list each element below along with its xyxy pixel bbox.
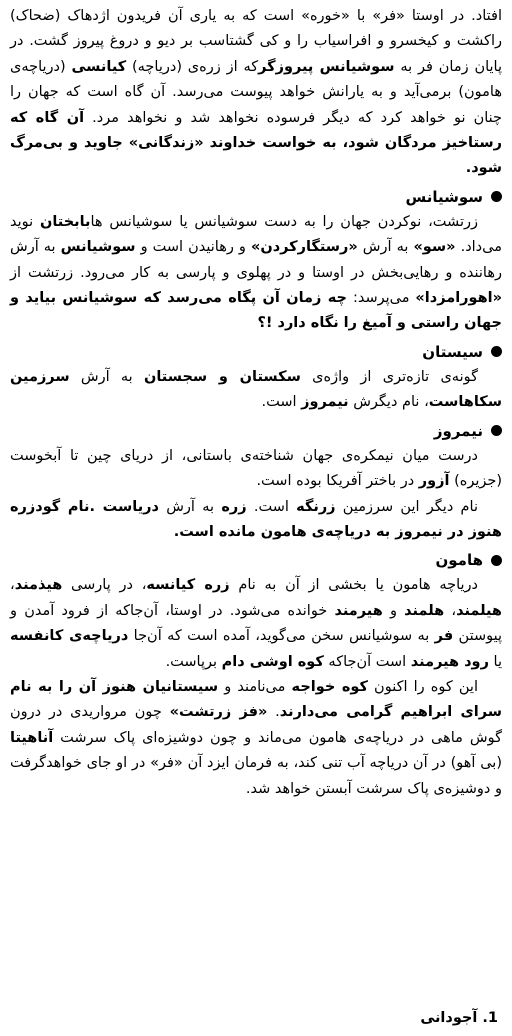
section-paragraph (10, 573, 502, 675)
bullet-icon (491, 191, 502, 202)
bold-run: سرزمین سکاهاست (10, 368, 502, 411)
text-run: به آرش رهاننده و رهایی‌بخش در اوستا و در پهلوی و پارسی به کار می‌رود. زرتشت از (10, 239, 502, 281)
text-run: ، نام دیگرش (348, 394, 429, 411)
text-run: است. (246, 498, 297, 515)
text-run: چون مرواریدی در درون گوش ماهی در دریاچه‌ی هامون می‌ماند و چون دوشیزه‌ای پاک سرشت (10, 704, 502, 746)
text-run: نوید می‌داد. (10, 213, 502, 256)
bold-run: سیستانیان هنوز آن را به نام سرای ابراهیم گرامی می‌دارند (10, 678, 503, 721)
bold-run: «رستگارکردن» (250, 239, 358, 256)
bold-run: سکستان و سجستان (143, 368, 301, 385)
bold-run: «اهورامزدا» (415, 290, 502, 307)
text-run: ، (10, 577, 15, 594)
text-run: یا (488, 653, 502, 670)
section-paragraph (10, 675, 502, 802)
text-run: ، در پارسی (62, 577, 147, 594)
text-run: می‌نامند و (218, 678, 292, 695)
bullet-icon (491, 346, 502, 357)
section-paragraph (10, 210, 502, 337)
section-paragraph (10, 365, 502, 416)
bold-run: بابختان (39, 213, 91, 230)
section-title: سیستان (422, 342, 483, 361)
bullet-icon (491, 425, 502, 436)
section-sistan (10, 339, 502, 416)
bold-run: آناهیتا (10, 729, 54, 746)
bold-run: هلمند (404, 602, 445, 619)
bold-run: چه زمان آن پگاه می‌رسد که سوشیانس بیاید و جهان راستی و آمیغ را نگاه دارد !؟ (10, 290, 502, 332)
section-title: هامون (435, 551, 483, 570)
bold-run: آزور (418, 473, 450, 490)
text-run: خوانده می‌شود. در اوستا، آن‌جاکه از فرود آمدن و پیوستن (10, 602, 503, 645)
bold-run: زره کیانسه (146, 577, 230, 594)
bold-run: رود هیرمند (410, 653, 489, 670)
text-run: در باختر آفریکا بوده است. (256, 473, 419, 490)
section-title: سوشیانس (405, 187, 483, 206)
section-nimruz (10, 418, 502, 546)
text-run: . (267, 704, 280, 721)
text-run: به آرش (357, 239, 414, 256)
bold-run: زره (221, 498, 247, 515)
bold-run: هیلمند (456, 602, 502, 619)
bold-run: کوه اوشی دام (221, 653, 324, 670)
section-title: نیمروز (433, 421, 483, 440)
section-heading (10, 547, 502, 573)
text-run: به آرش (158, 498, 222, 515)
bold-run: دریاچه‌ی کانفسه (10, 628, 129, 645)
section-heading (10, 184, 502, 210)
bold-run: «فز زرتشت» (169, 704, 268, 721)
bold-run: هیذمند (14, 577, 63, 594)
text-run: زرتشت، نوکردن جهان را به دست سوشیانس یا سوشیانس ها (90, 213, 478, 230)
text-run: (بی آهو) در آن دریاچه آب تنی کند، به فرمان ایزد آن «فر» در او جای خواهدگرفت و دوشیزه‌ی پاک سرشت آبستن خواهد شد. (10, 755, 502, 797)
text-run: و رهانیدن است و (135, 239, 251, 256)
text-run: می‌پرسد: (347, 290, 416, 307)
bold-run: کوه خواجه (291, 678, 368, 695)
bold-run: آن گاه که رستاخیز مردگان شود، به خواست خداوند «زندگانی» جاوید و بی‌مرگ شود. (10, 109, 502, 177)
bold-run: نیمروز (301, 394, 349, 411)
section-heading (10, 339, 502, 365)
text-run: است. (261, 394, 302, 411)
text-run: به سوشیانس سخن می‌گوید، آمده است که آن‌جا (128, 628, 435, 645)
bold-run: «سو» (413, 239, 456, 256)
bold-run: فر (434, 628, 454, 645)
text-run: که از زره‌ی (دریاچه) (126, 58, 259, 75)
text-run: و (382, 602, 405, 619)
text-run: گونه‌ی تازه‌تری از واژه‌ی (300, 368, 478, 385)
text-run: افتاد. در اوستا «فر» با «خوره» است که به یاری آن فریدون اژدهاک (ضحاک) راکشت و کیخسرو و افراسیاب را و کی گشتاسب بر دیو و دروغ پیروز گشت. در پایان زمان فر به (10, 8, 503, 75)
text-run: است آن‌جاکه (323, 653, 411, 670)
section-paragraph (10, 444, 502, 495)
section-paragraph (10, 495, 502, 546)
footnote: 1. آجودانی (420, 1010, 498, 1026)
bold-run: سوشیانس پیروزگر (258, 58, 395, 75)
bold-run: کیانسی (71, 58, 127, 75)
text-run: این کوه را اکنون (367, 678, 478, 695)
text-run: برپاست. (165, 653, 222, 670)
section-soshians (10, 184, 502, 337)
text-run: نام دیگر این سرزمین (335, 498, 478, 515)
intro-paragraph (10, 4, 502, 182)
bold-run: زرنگه (296, 498, 336, 515)
bold-run: دریاست .نام گودزره هنوز در نیمروز به دریاچه‌ی هامون مانده است. (10, 498, 502, 540)
bold-run: سوشیانس (60, 239, 136, 256)
text-run: دریاچه هامون یا بخشی از آن به نام (229, 577, 478, 594)
text-run: درست میان نیمکره‌ی جهان شناخته‌ی باستانی، از دریای چین تا آبخوست (جزیره) (10, 447, 502, 490)
section-heading (10, 418, 502, 444)
section-hamun (10, 547, 502, 802)
text-run: ، (444, 602, 457, 619)
text-run: (دریاچه‌ی هامون) برمی‌آید و به یارانش خواهد پیوست می‌رسد. آن گاه است که جهان را چنان نو خواهد کرد که دیگر فرسوده نخواهد شد و نخواهد مرد. (10, 58, 502, 126)
text-run: به آرش (69, 368, 144, 385)
document-page (10, 4, 502, 802)
bold-run: هیرمند (334, 602, 383, 619)
bullet-icon (491, 555, 502, 566)
